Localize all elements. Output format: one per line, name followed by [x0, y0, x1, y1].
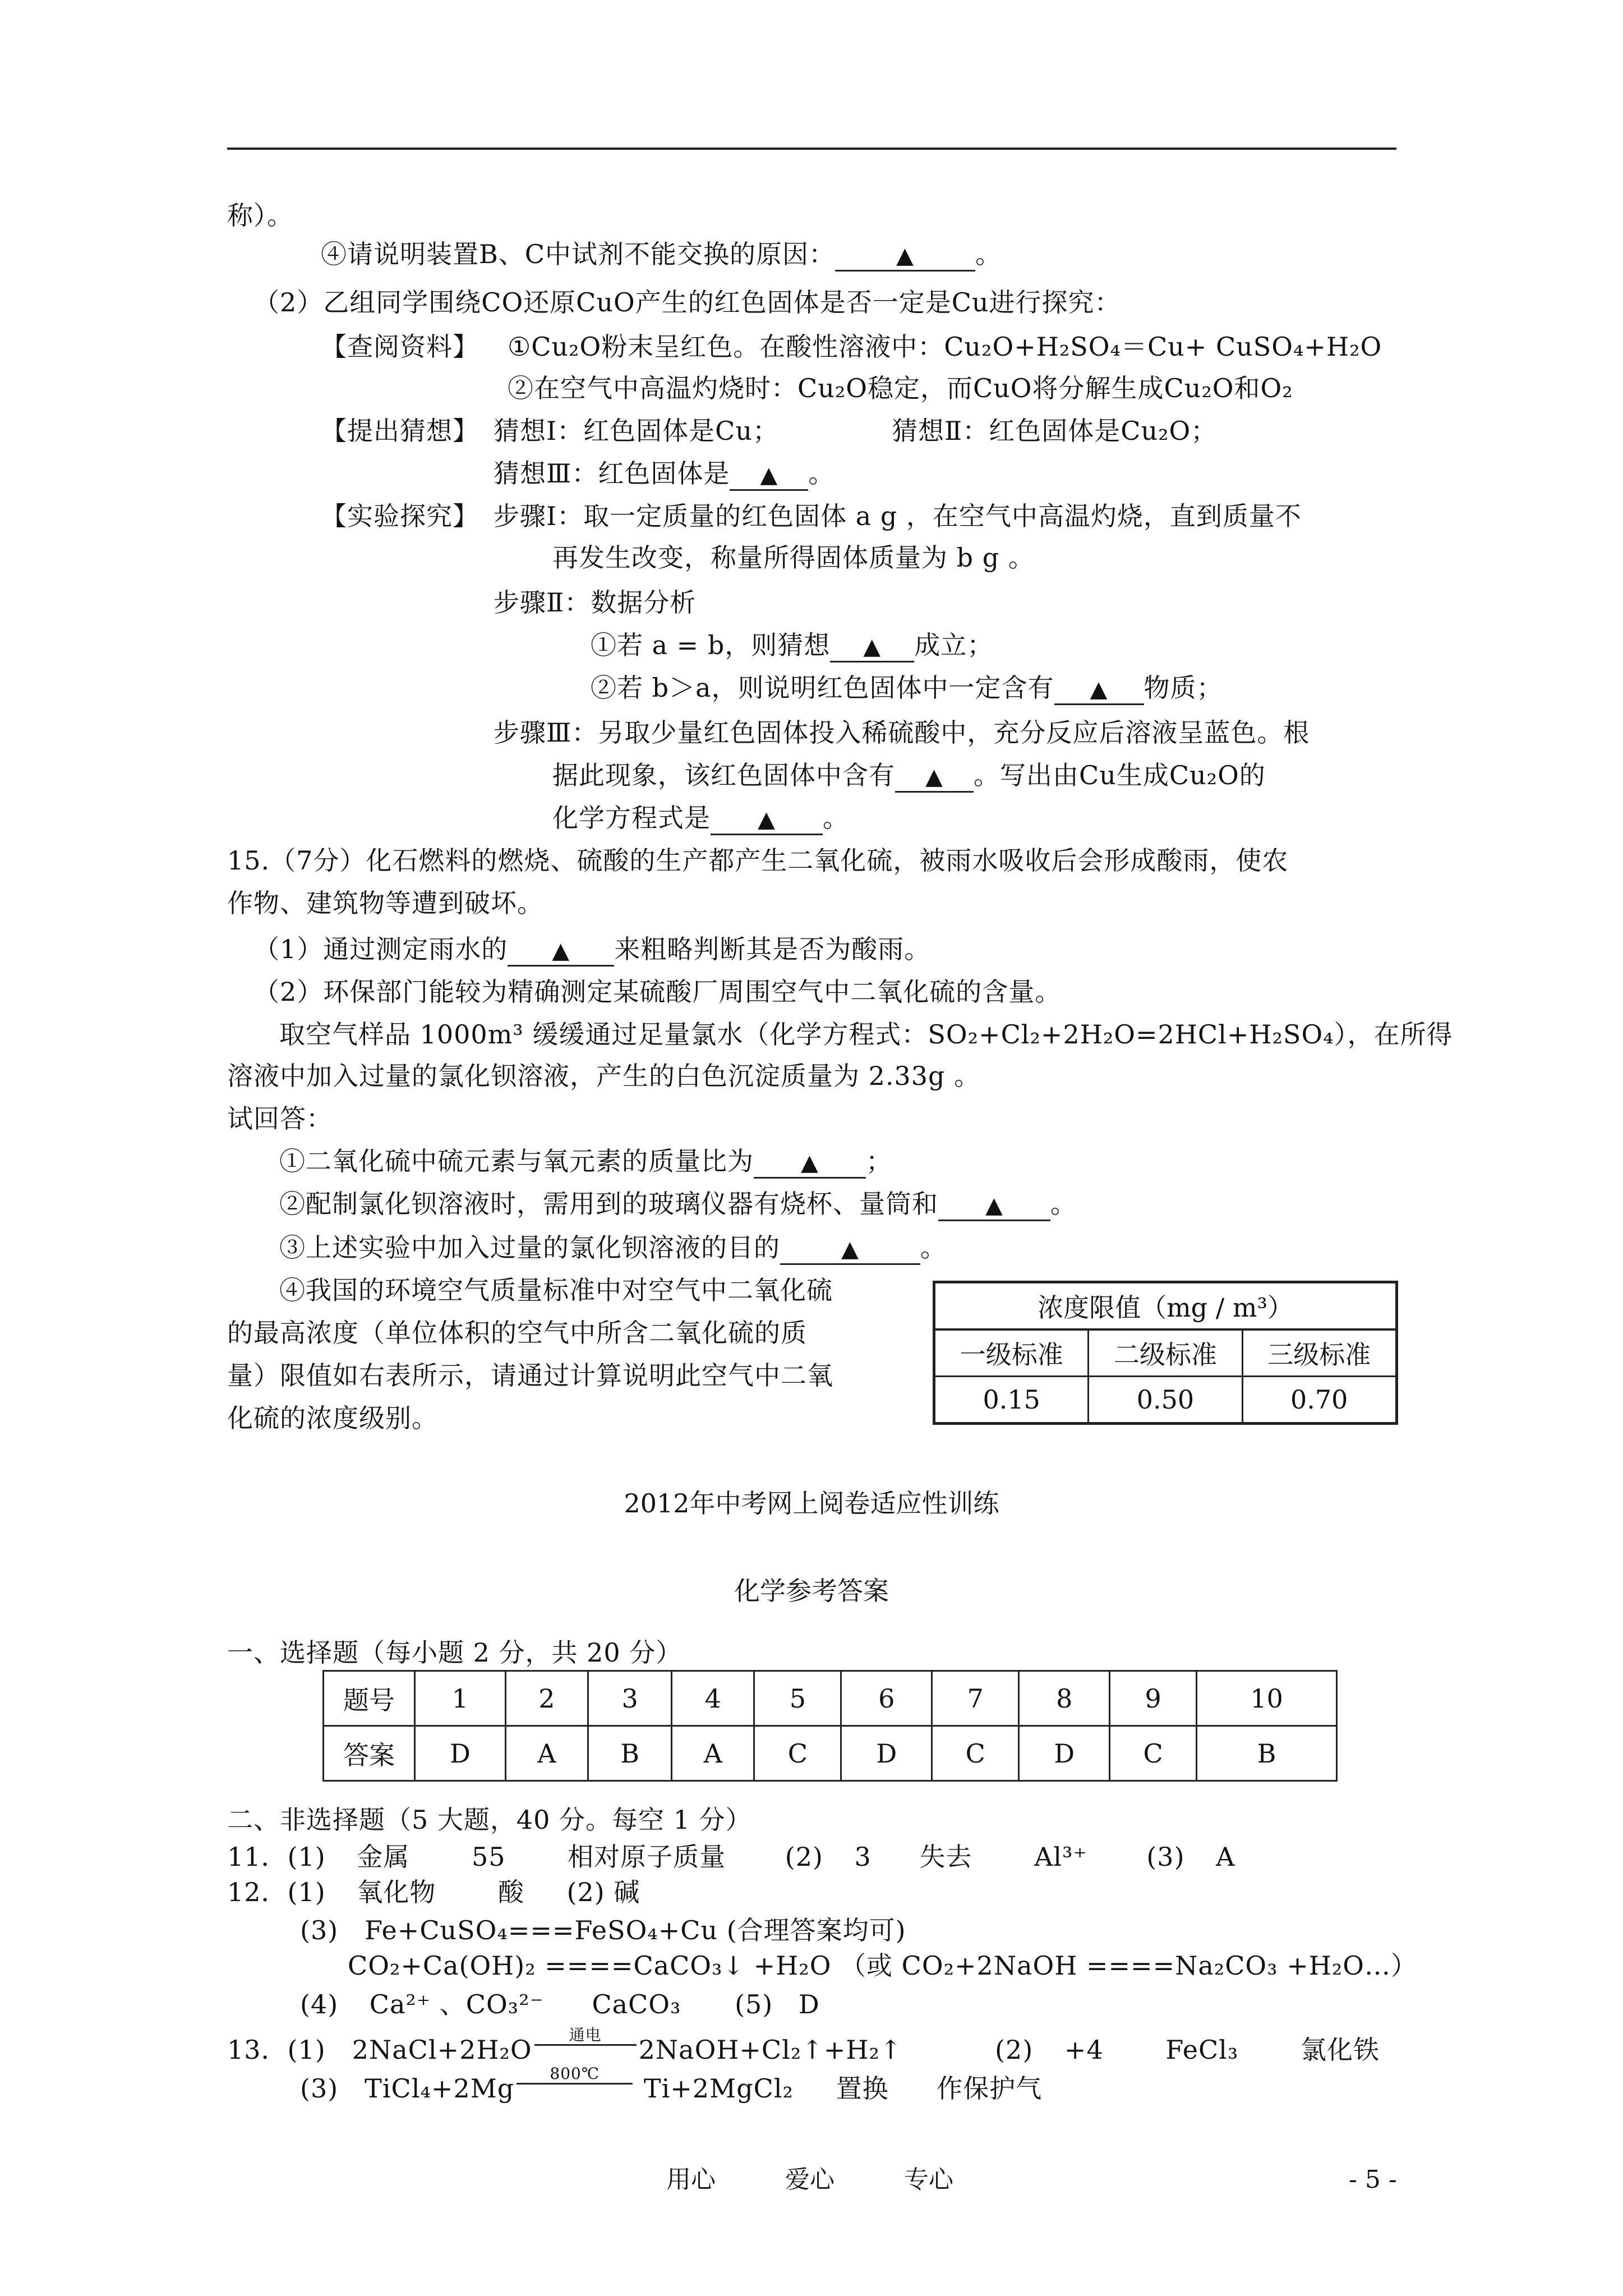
text-line: ①Cu₂O粉末呈红色。在酸性溶液中：Cu₂O+H₂SO₄＝Cu+ CuSO₄+H₂O — [508, 332, 1382, 362]
answer-blank: ▲ — [508, 935, 614, 967]
answer-blank: ▲ — [830, 631, 914, 662]
table-cell: D — [841, 1726, 932, 1781]
answer-blank: ▲ — [938, 1190, 1050, 1221]
answer-blank: ▲ — [780, 1234, 920, 1265]
text-line: ②配制氯化钡溶液时，需用到的玻璃仪器有烧杯、量筒和 ▲ 。 — [279, 1188, 1077, 1221]
table-cell: 10 — [1197, 1671, 1337, 1726]
section-heading: 一、选择题（每小题 2 分，共 20 分） — [227, 1637, 683, 1668]
text-line: 取空气样品 1000m³ 缓缓通过足量氯水（化学方程式：SO₂+Cl₂+2H₂O=2HCl+H₂SO₄），在所得 — [279, 1019, 1453, 1050]
footer-motto: 用心 爱心 专心 — [666, 2165, 953, 2194]
text-line: 的最高浓度（单位体积的空气中所含二氧化硫的质 — [227, 1318, 807, 1348]
text-line: 步骤Ⅰ：取一定质量的红色固体 a g ，在空气中高温灼烧，直到质量不 — [494, 501, 1302, 531]
text-line: 作物、建筑物等遭到破坏。 — [227, 888, 543, 918]
table-cell: 1 — [415, 1671, 506, 1726]
text-line: ②若 b＞a，则说明红色固体中一定含有 ▲ 物质； — [591, 672, 1223, 705]
table-cell: D — [1019, 1726, 1110, 1781]
table-cell: 6 — [841, 1671, 932, 1726]
table-cell: D — [415, 1726, 506, 1781]
reaction-condition-arrow: 通电 — [532, 2027, 639, 2059]
answer-blank: ▲ — [835, 240, 975, 272]
table-cell: 4 — [672, 1671, 754, 1726]
answer-line-13-3: (3) TiCl₄+2Mg 800℃ Ti+2MgCl₂ 置换 作保护气 — [300, 2064, 1043, 2104]
text-line: 【提出猜想】 — [321, 416, 479, 446]
text-line: 再发生改变，称量所得固体质量为 b g 。 — [552, 542, 1035, 573]
text-line: 据此现象，该红色固体中含有 ▲ 。写出由Cu生成Cu₂O的 — [552, 760, 1266, 793]
answer-blank: ▲ — [711, 804, 823, 835]
table-cell: 2 — [505, 1671, 588, 1726]
reaction-condition-arrow: 800℃ — [514, 2066, 635, 2097]
text-line: 化学方程式是 ▲ 。 — [552, 802, 849, 835]
text-line: 猜想Ⅰ：红色固体是Cu； — [494, 416, 779, 446]
answer-line-13: 13．(1) 2NaCl+2H₂O 通电 2NaOH+Cl₂↑+H₂↑ (2) +4 FeCl₃ 氯化铁 — [227, 2026, 1380, 2065]
table-cell: B — [1197, 1726, 1337, 1781]
table-cell: 9 — [1110, 1671, 1197, 1726]
text-line: （2）环保部门能较为精确测定某硫酸厂周围空气中二氧化硫的含量。 — [253, 977, 1062, 1007]
page-number: - 5 - — [1349, 2165, 1397, 2194]
text-line: （2）乙组同学围绕CO还原CuO产生的红色固体是否一定是Cu进行探究： — [253, 287, 1121, 318]
table-cell: 7 — [932, 1671, 1019, 1726]
table-cell: 一级标准 — [934, 1329, 1089, 1377]
answer-line-12-4: (4) Ca²⁺ 、CO₃²⁻ CaCO₃ (5) D — [300, 1989, 820, 2019]
choice-answer-table — [322, 1670, 1338, 1782]
answer-subtitle: 化学参考答案 — [734, 1576, 889, 1606]
text-line: ①若 a = b，则猜想 ▲ 成立； — [591, 629, 993, 662]
table-cell: 答案 — [324, 1726, 415, 1781]
text-line: 量）限值如右表所示，请通过计算说明此空气中二氧 — [227, 1360, 833, 1391]
text-line: 15.（7分）化石燃料的燃烧、硫酸的生产都产生二氧化硫，被雨水吸收后会形成酸雨，使农 — [227, 845, 1289, 876]
answer-title: 2012年中考网上阅卷适应性训练 — [624, 1488, 999, 1519]
text-line: ④请说明装置B、C中试剂不能交换的原因： ▲ 。 — [321, 238, 1002, 272]
table-cell: 题号 — [324, 1671, 415, 1726]
answer-blank: ▲ — [895, 761, 974, 793]
text-line: 步骤Ⅱ：数据分析 — [494, 587, 697, 618]
text-line: 【查阅资料】 — [321, 332, 479, 362]
text-line: 猜想Ⅲ：红色固体是 ▲ 。 — [494, 458, 834, 491]
text-line: （1）通过测定雨水的 ▲ 来粗略判断其是否为酸雨。 — [253, 933, 930, 967]
text-line: 溶液中加入过量的氯化钡溶液，产生的白色沉淀质量为 2.33g 。 — [227, 1061, 981, 1091]
text-line: ③上述实验中加入过量的氯化钡溶液的目的 ▲ 。 — [279, 1232, 947, 1265]
table-cell: C — [754, 1726, 841, 1781]
table-cell: 0.50 — [1089, 1377, 1242, 1424]
text-line: 化硫的浓度级别。 — [227, 1403, 438, 1433]
answer-line-12-3b: CO₂+Ca(OH)₂ ====CaCO₃↓ +H₂O （或 CO₂+2NaOH ====Na₂CO₃ +H₂O…） — [348, 1950, 1418, 1981]
table-cell: 5 — [754, 1671, 841, 1726]
text-line: ④我国的环境空气质量标准中对空气中二氧化硫 — [279, 1275, 833, 1305]
answer-line-11: 11．(1) 金属 55 相对原子质量 (2) 3 失去 Al³⁺ (3) A — [227, 1842, 1235, 1872]
text-line: ①二氧化硫中硫元素与氧元素的质量比为 ▲ ； — [279, 1145, 892, 1179]
table-header: 浓度限值（mg / m³） — [934, 1282, 1397, 1330]
text-line: 步骤Ⅲ：另取少量红色固体投入稀硫酸中，充分反应后溶液呈蓝色。根 — [494, 717, 1310, 748]
table-cell: 三级标准 — [1242, 1329, 1397, 1377]
section-heading: 二、非选择题（5 大题，40 分。每空 1 分） — [227, 1805, 752, 1835]
table-cell: 二级标准 — [1089, 1329, 1242, 1377]
text-line: 称）。 — [227, 200, 293, 231]
table-cell: A — [672, 1726, 754, 1781]
answer-blank: ▲ — [754, 1147, 866, 1179]
table-cell: C — [1110, 1726, 1197, 1781]
answer-line-12-3: (3) Fe+CuSO₄===FeSO₄+Cu (合理答案均可) — [300, 1915, 906, 1945]
table-cell: B — [588, 1726, 671, 1781]
text-line: 试回答： — [227, 1103, 333, 1134]
table-cell: 0.70 — [1242, 1377, 1397, 1424]
table-cell: 8 — [1019, 1671, 1110, 1726]
answer-line-12: 12．(1) 氧化物 酸 (2) 碱 — [227, 1877, 640, 1907]
table-cell: 0.15 — [934, 1377, 1089, 1424]
concentration-limit-table — [933, 1281, 1398, 1425]
header-rule — [227, 148, 1396, 150]
text-line: 猜想Ⅱ：红色固体是Cu₂O； — [892, 416, 1218, 446]
table-cell: 3 — [588, 1671, 671, 1726]
text-line: ②在空气中高温灼烧时：Cu₂O稳定，而CuO将分解生成Cu₂O和O₂ — [508, 373, 1293, 403]
answer-blank: ▲ — [730, 459, 808, 491]
table-cell: C — [932, 1726, 1019, 1781]
text-line: 【实验探究】 — [321, 501, 479, 531]
table-cell: A — [505, 1726, 588, 1781]
answer-blank: ▲ — [1054, 674, 1144, 705]
